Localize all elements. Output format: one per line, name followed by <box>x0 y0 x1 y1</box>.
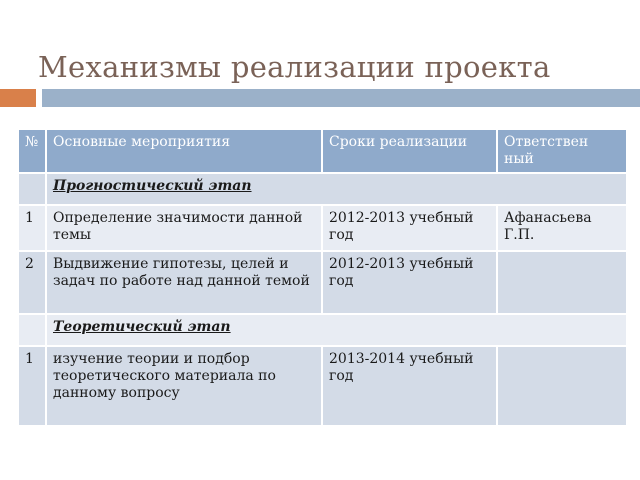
row-responsible <box>497 251 627 314</box>
header-num: № <box>18 129 46 173</box>
stage-num-cell <box>18 314 46 346</box>
stage-label-prognostic: Прогностический этап <box>53 178 252 194</box>
row-num: 1 <box>18 205 46 251</box>
table-row <box>18 251 627 314</box>
table-header-row <box>18 129 627 173</box>
stage-cell <box>46 314 627 346</box>
row-period: 2012-2013 учебный год <box>322 251 497 314</box>
accent-bar <box>42 89 640 107</box>
row-num: 2 <box>18 251 46 314</box>
header-responsible: Ответствен ный <box>497 129 627 173</box>
slide-title: Механизмы реализации проекта <box>38 50 551 84</box>
row-responsible: Афанасьева Г.П. <box>497 205 627 251</box>
stage-row <box>18 173 627 205</box>
stage-row <box>18 314 627 346</box>
stage-label-theoretical: Теоретический этап <box>53 319 231 335</box>
row-num: 1 <box>18 346 46 426</box>
stage-num-cell <box>18 173 46 205</box>
row-period: 2012-2013 учебный год <box>322 205 497 251</box>
accent-square <box>0 89 36 107</box>
project-table <box>17 128 628 427</box>
stage-cell <box>46 173 627 205</box>
header-activity: Основные мероприятия <box>46 129 322 173</box>
row-responsible <box>497 346 627 426</box>
row-activity: Выдвижение гипотезы, целей и задач по работе над данной темой <box>46 251 322 314</box>
row-period: 2013-2014 учебный год <box>322 346 497 426</box>
header-period: Сроки реализации <box>322 129 497 173</box>
table-row <box>18 346 627 426</box>
row-activity: Определение значимости данной темы <box>46 205 322 251</box>
row-activity: изучение теории и подбор теоретического материала по данному вопросу <box>46 346 322 426</box>
table-row <box>18 205 627 251</box>
